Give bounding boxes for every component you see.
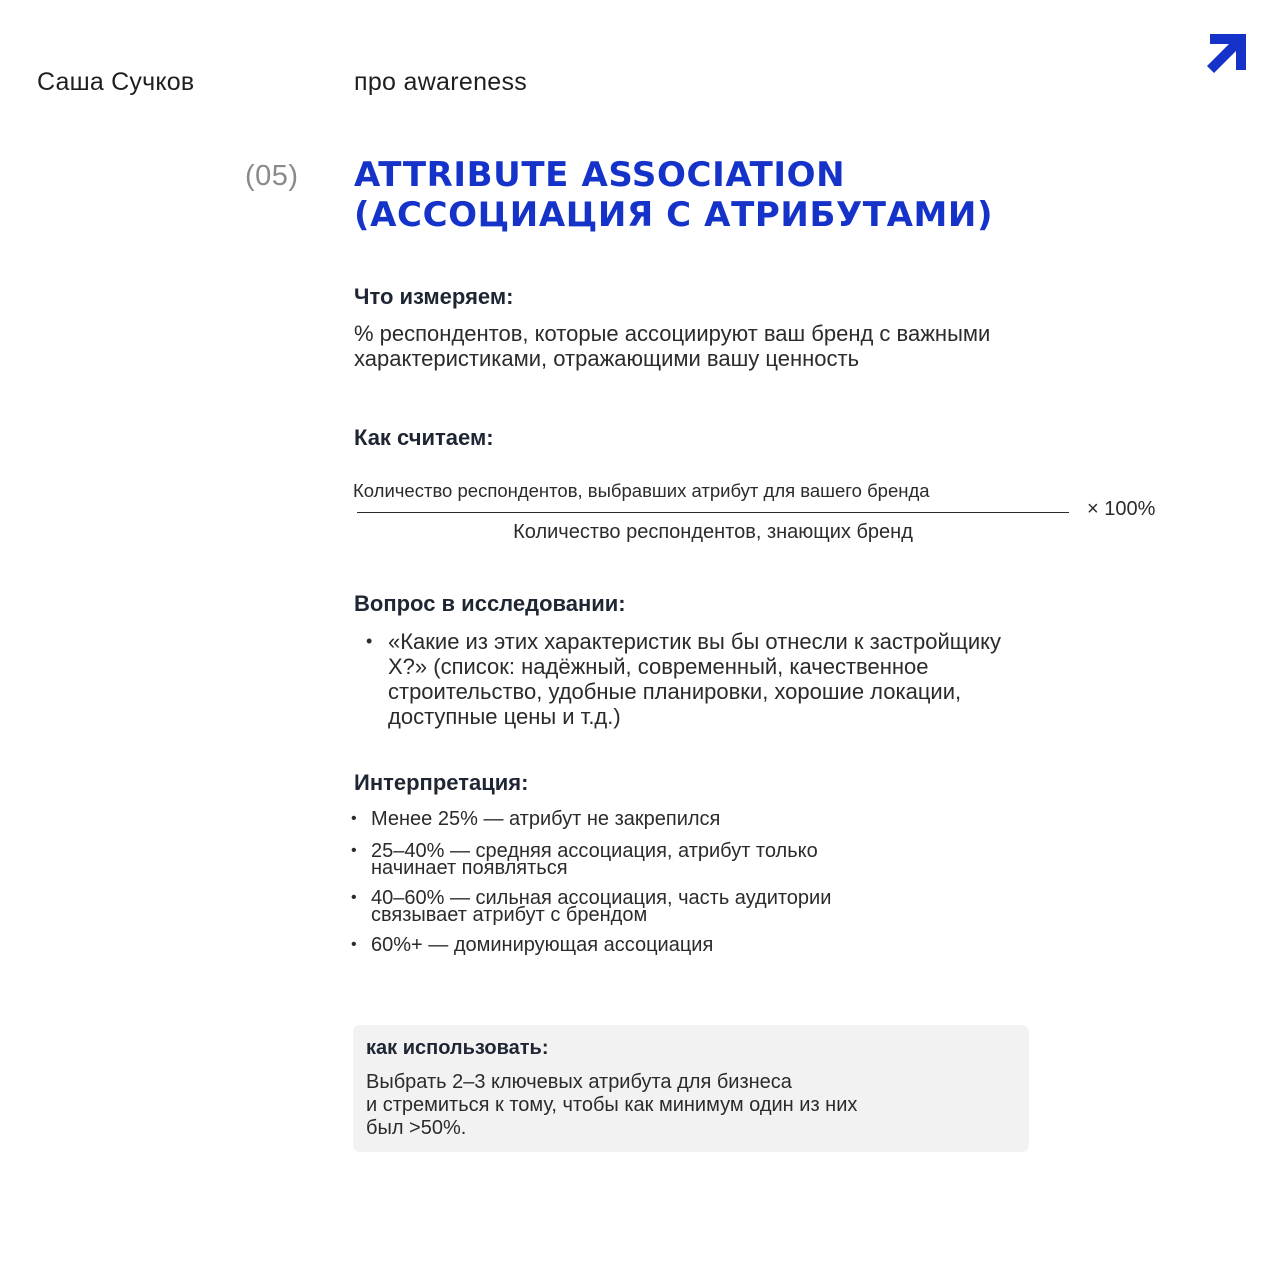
list-item bbox=[351, 808, 991, 830]
measure-label: Что измеряем: bbox=[354, 284, 514, 309]
arrow-up-right-icon bbox=[1206, 34, 1246, 74]
topic-label: про awareness bbox=[354, 68, 528, 96]
formula-denominator: Количество респондентов, знающих бренд bbox=[513, 521, 913, 543]
question-label: Вопрос в исследовании: bbox=[354, 591, 626, 616]
usage-label: как использовать: bbox=[366, 1037, 549, 1059]
usage-line-3: был >50%. bbox=[366, 1117, 467, 1139]
measure-text: % респондентов, которые ассоциируют ваш бренд с важными характеристиками, отражающими вашу ценность bbox=[354, 321, 991, 371]
question-block bbox=[366, 629, 1046, 729]
list-item-text: 60%+ — доминирующая ассоциация bbox=[371, 934, 714, 956]
list-item bbox=[366, 629, 1046, 729]
usage-line-1: Выбрать 2–3 ключевых атрибута для бизнеса bbox=[366, 1071, 792, 1093]
list-item bbox=[351, 887, 991, 924]
list-item bbox=[351, 840, 991, 877]
title-line-1: ATTRIBUTE ASSOCIATION bbox=[354, 155, 846, 195]
usage-callout bbox=[353, 1025, 1029, 1152]
list-item-text-cont: начинает появляться bbox=[371, 857, 568, 879]
list-item-text: Менее 25% — атрибут не закрепился bbox=[371, 808, 721, 830]
list-item-text-cont: связывает атрибут с брендом bbox=[371, 904, 648, 926]
usage-text bbox=[366, 1071, 1006, 1140]
author-name: Саша Сучков bbox=[37, 68, 195, 96]
formula-multiplier: × 100% bbox=[1087, 498, 1156, 520]
slide-number: (05) bbox=[245, 160, 299, 192]
question-text: «Какие из этих характеристик вы бы отнесли к застройщику Х?» (список: надёжный, современный, качественное строительство, удобные планировки, хорошие локации, доступные цены и т.д.) bbox=[388, 629, 1002, 729]
bullet-icon: • bbox=[366, 631, 373, 651]
list-item-text: 40–60% — сильная ассоциация, часть аудитории bbox=[371, 887, 832, 909]
page-title bbox=[354, 155, 1234, 235]
bullet-icon: • bbox=[351, 842, 357, 859]
fraction-line bbox=[357, 512, 1069, 513]
bullet-icon: • bbox=[351, 889, 357, 906]
list-item bbox=[351, 934, 991, 956]
title-line-2: (АССОЦИАЦИЯ С АТРИБУТАМИ) bbox=[354, 195, 994, 235]
bullet-icon: • bbox=[351, 810, 357, 827]
list-item-text: 25–40% — средняя ассоциация, атрибут только bbox=[371, 840, 818, 862]
calc-label: Как считаем: bbox=[354, 425, 494, 450]
bullet-icon: • bbox=[351, 936, 357, 953]
interpretation-list bbox=[351, 808, 991, 966]
formula-numerator: Количество респондентов, выбравших атрибут для вашего бренда bbox=[353, 480, 930, 501]
usage-line-2: и стремиться к тому, чтобы как минимум один из них bbox=[366, 1094, 858, 1116]
interpretation-label: Интерпретация: bbox=[354, 770, 529, 795]
